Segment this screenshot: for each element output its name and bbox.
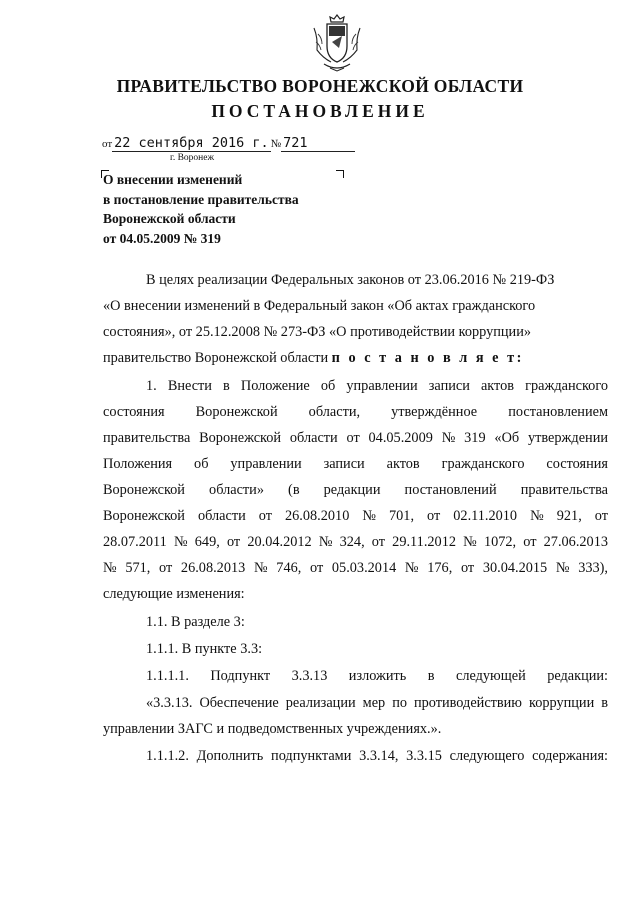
decree-verb: п о с т а н о в л я е т: [331,350,524,366]
subject-line: в постановление правительства [103,191,299,207]
paragraph-line: Воронежской области» (в редакции постановлений правительства [103,482,608,498]
paragraph-line: 1. Внести в Положение об управлении записи актов гражданского [146,378,608,394]
item-line: 1.1.1.1. Подпункт 3.3.13 изложить в следующей редакции: [146,668,608,684]
paragraph-line: правительства Воронежской области от 04.05.2009 № 319 «Об утверждении [103,430,608,446]
paragraph-line: состояния», от 25.12.2008 № 273-ФЗ «О противодействии коррупции» [103,324,531,340]
coat-of-arms-emblem [310,12,364,74]
subject-line: О внесении изменений [103,172,243,187]
date-number-line [102,135,355,152]
subject-line: от 04.05.2009 № 319 [103,230,221,246]
paragraph-line: 28.07.2011 № 649, от 20.04.2012 № 324, от 29.11.2012 № 1072, от 27.06.2013 [103,534,608,550]
quote-line: «3.3.13. Обеспечение реализации мер по противодействию коррупции в [146,695,608,711]
paragraph-line: «О внесении изменений в Федеральный закон «Об актах гражданского [103,298,536,314]
paragraph-line: следующие изменения: [103,586,245,602]
paragraph-line: Воронежской области от 26.08.2010 № 701, от 02.11.2010 № 921, от [103,508,608,524]
organization-title: ПРАВИТЕЛЬСТВО ВОРОНЕЖСКОЙ ОБЛАСТИ [116,76,524,96]
date-prefix: от [102,138,113,150]
paragraph-text: правительство Воронежской области [103,350,332,366]
paragraph-line: № 571, от 26.08.2013 № 746, от 05.03.2014 № 176, от 30.04.2015 № 333), [103,560,608,576]
document-date: 22 сентября 2016 г. [114,135,269,151]
paragraph-line: состояния Воронежской области, утверждённое постановлением [103,404,608,420]
document-type-title: ПОСТАНОВЛЕНИЕ [211,101,429,121]
quote-line: управлении ЗАГС и подведомственных учреждениях.». [103,721,442,737]
paragraph-line [103,348,524,368]
paragraph-line: В целях реализации Федеральных законов от 23.06.2016 № 219-ФЗ [146,272,555,288]
item-line: 1.1.1. В пункте 3.3: [146,641,263,657]
subject-line: Воронежской области [103,211,236,226]
subject-bracket-right [336,170,344,178]
item-line: 1.1.1.2. Дополнить подпунктами 3.3.14, 3.3.15 следующего содержания: [146,748,608,764]
document-number: 721 [281,135,355,152]
item-line: 1.1. В разделе 3: [146,614,245,630]
paragraph-line: Положения об управлении записи актов гражданского состояния [103,456,608,472]
number-prefix: № [270,138,282,150]
document-subject [103,170,299,248]
city-label: г. Воронеж [170,153,215,163]
